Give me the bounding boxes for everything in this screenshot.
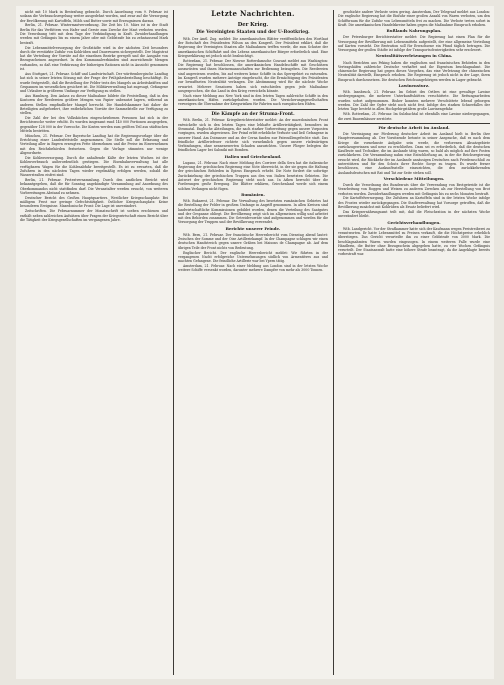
- newspaper-page: [16, 6, 494, 679]
- heading-der-krieg: Der Krieg.: [237, 22, 269, 28]
- article-paragraph: Das Kriegsernährungsamt teilt mit, daß die Fleischration in der nächsten Woche unverändert bleibt.: [338, 209, 490, 219]
- heading-italien: Italien und Griechenland.: [224, 153, 282, 159]
- article-paragraph: Lugano, 21. Februar. Nach einer Meldung des Corriere della Sera hat die italienische Regierung der griechischen Regierung eine Note überreicht, in der sie gegen die Haltung der griechischen Behörden in Epirus Einspruch erhebt. Die Note fordert die sofortige Zurückziehung der griechischen Truppen aus den von Italien besetzten Gebieten. Die Antwort der griechischen Regierung steht noch aus. In Athen herrscht über die Forderungen große Erregung. Die Blätter erklären, Griechenland werde sich einem solchen Verlangen nicht fügen.: [178, 160, 328, 191]
- article-paragraph: Aus Stuttgart, 21. Februar. Schiff und Landwirtschaft. Der württembergische Landtag hat sich in seiner letzten Sitzung mit der Frage der Frühjahrsbestellung beschäftigt. Es wurde festgestellt, daß die Bestellung der Felder trotz des Mangels an Arbeitskräften und Gespannen im wesentlichen gesichert ist. Die Militärverwaltung hat zugesagt, Gefangene und Urlauber in größerem Umfange zur Verfügung zu stellen.: [20, 71, 168, 94]
- article-paragraph: Die Vereinigung zur Förderung deutscher Arbeit im Ausland hielt in Berlin ihre Hauptversammlung ab. Der Vorsitzende betonte in seiner Ansprache, daß es nach dem Kriege die vornehmste Aufgabe sein werde, die verlorenen Absatzgebiete zurückzugewinnen und neue zu erschließen. Dazu sei es erforderlich, daß die deutschen Kaufleute und Techniker, die im Auslande tätig waren, so bald als möglich auf ihre Posten zurückkehren. Die Versammlung nahm eine Entschließung an, in der die Reichsregierung ersucht wird, die Rückkehr der im Auslande ansässigen Deutschen nach Friedensschluß zu unterstützen und für den Schutz ihrer Rechte Sorge zu tragen. Es wurde ferner beschlossen, eine Auskunftsstelle einzurichten, die den zurückkehrenden Auslandsdeutschen mit Rat und Tat zur Seite stehen soll.: [338, 131, 490, 175]
- article-paragraph: Wtb. Innsbruck, 21. Februar. Im Gebiet des Ortlers ist eine gewaltige Lawine niedergegangen, die mehrere Unterkunftshütten verschüttete. Die Rettungsarbeiten wurden sofort aufgenommen. Bisher konnten mehrere Verschüttete lebend geborgen werden. Die Zahl der Opfer steht noch nicht fest. Infolge des starken Schneefalles der letzten Tage besteht in allen Hochgebirgstälern große Lawinengefahr.: [338, 90, 490, 112]
- article-paragraph: Nach einer Meldung aus New York sind in den letzten Tagen zahlreiche Schiffe in den amerikanischen Häfen zurückgehalten worden. Die Versicherungsgesellschaften verweigern die Übernahme der Kriegsrisiken für Fahrten nach europäischen Häfen.: [178, 93, 328, 107]
- article-paragraph: Wtb. Berlin, 21. Februar. Kriegsberichterstatter meldet: An der mazedonischen Front entwickelte sich in den letzten Tagen eine lebhafte Artillerietätigkeit, besonders im Strumatal. Englische Abteilungen, die nach starker Vorbereitung gegen unsere Vorposten vorgingen, wurden abgewiesen. Der Feind erlitt erhebliche Verluste und ließ Gefangene in unserer Hand. Am Doiransee und an der Cerna fanden nur Patrouillengefechte statt. Das feindliche Artilleriefeuer richtete sich vornehmlich gegen unsere rückwärtigen Verbindungen, ohne nennenswerten Schaden anzurichten. Unsere Flieger belegten die feindlichen Lager bei Saloniki mit Bomben.: [178, 118, 328, 153]
- article-paragraph: Die Lebensmittelversorgung der Großstädte wird in der nächsten Zeit besonders durch die verstärkte Zufuhr von Kohlrüben und Dauerwaren sichergestellt. Der Magistrat hat die Verteilung der Vorräte auf die einzelnen Bezirke geregelt und die Ausgabe von Bezugsscheinen angeordnet. In den Kommunalverbänden sind ausreichende Mengen vorhanden, so daß eine Verkürzung der bisherigen Rationen nicht in Aussicht genommen ist.: [20, 45, 168, 72]
- article-paragraph: Nach Berichten aus Peking haben die englischen und französischen Behörden in den Vertragshäfen zahlreiche Deutsche verhaftet und ihr Eigentum beschlagnahmt. Die chinesische Regierung hat gegen dieses Vorgehen, das eine Verletzung der chinesischen Neutralität darstellt, Einspruch erhoben. Die Regierung ist jedoch nicht in der Lage, ihren Einspruch durchzusetzen. Die deutschen Reichsangehörigen werden in Lager gebracht.: [338, 60, 490, 82]
- article-paragraph: Wtb. Der Amtl. Zug. meldet: Die amerikanischen Blätter veröffentlichen den Wortlaut der Botschaft des Präsidenten Wilson an den Kongreß. Der Präsident erklärt, daß die Regierung der Vereinigten Staaten alle Maßnahmen treffen werde, die zum Schutze der amerikanischen Schiffahrt und des Lebens amerikanischer Bürger erforderlich sind. Eine Kriegserklärung sei jedoch nicht beabsichtigt.: [178, 36, 328, 58]
- article-paragraph: Die Zahl der bei den Volksküchen eingeschriebenen Personen hat sich in der Berichtswoche weiter erhöht. Es wurden insgesamt rund 140 000 Portionen ausgegeben, gegenüber 128 000 in der Vorwoche. Die Kosten werden zum größten Teil aus städtischen Mitteln bestritten.: [20, 116, 168, 133]
- column-right: [338, 10, 490, 675]
- heading-vereinigte-staaten: Die Vereinigten Staaten und der U-Bootkrieg.: [196, 30, 310, 35]
- article-paragraph: nicht mit 10 Mark in Bestrafung gebracht. Durch Anordnung vom 9. Februar ist sodann die Verbrauchsregelung weiter ausgedehnt worden, und zwar auf die Versorgung der Bevölkerung mit Kartoffeln, Milch und Butter sowie mit Erzeugnissen daraus.: [20, 10, 168, 23]
- heading-lawinensturz: Lawinensturz.: [398, 83, 430, 89]
- article-paragraph: Die Kohlenversorgung. Durch die anhaltende Kälte der letzten Wochen ist der Kohlenverbrauch außerordentlich gestiegen. Die Eisenbahnverwaltung hat alle verfügbaren Wagen für die Kohlenabfuhr bereitgestellt. Es ist zu erwarten, daß die Zufuhren in den nächsten Tagen wieder regelmäßig erfolgen werden, sobald die Wasserstraßen eisfrei sind.: [20, 155, 168, 178]
- heading-deutsche-arbeit: Für deutsche Arbeit im Ausland.: [378, 124, 450, 130]
- article-paragraph: Berlin, 21. Februar. Protestversammlung. Durch den amtlichen Bericht wird bekanntgegeben, daß die für Sonntag angekündigte Versammlung auf Anordnung des Oberkommandos nicht stattfinden darf. Die Veranstalter werden ersucht, von weiteren Vorbereitungen Abstand zu nehmen.: [20, 178, 168, 195]
- article-paragraph: Amsterdam, 21. Februar. Nach einer Meldung aus London sind in der letzten Woche weitere Schiffe versenkt worden, darunter mehrere Dampfer von mehr als 3000 Tonnen.: [178, 264, 328, 273]
- heading-verschiedene: Verschiedene Mitteilungen.: [383, 175, 445, 181]
- heading-rumaenien: Rumänien.: [241, 191, 265, 197]
- article-paragraph: Wtb. Bern, 21. Februar. Der französische Heeresbericht vom Dienstag abend lautet: Zwischen der Somme und der Oise Artilleriekampf. In der Champagne schlugen wir einen deutschen Handstreich gegen unsere Gräben bei Maisons de Champagne ab. Auf dem übrigen Teile der Front nichts von Bedeutung.: [178, 232, 328, 250]
- article-paragraph: Englischer Bericht. Der englische Heeresbericht meldet: Wir führten in der vergangenen Nacht erfolgreiche Unternehmungen südlich von Armentières aus und machten Gefangene. Die feindliche Artillerie war bei Ypern tätig.: [178, 250, 328, 264]
- column-rule: [173, 10, 174, 675]
- article-paragraph: Wtb. Rotterdam, 21. Februar. Im Sulzbachtal ist ebenfalls eine Lawine niedergegangen, die zwei Bauernhäuser zerstörte.: [338, 112, 490, 121]
- divider: [178, 109, 328, 110]
- column-rule: [333, 10, 334, 675]
- article-paragraph: geschickte andere Verluste seien gering. Amsterdam, Der Telegraaf meldet aus London: Die englische Regierung hat die Einfuhr einer großen Anzahl von Waren verboten, um den Schiffsraum für die Zufuhr von Lebensmitteln frei zu machen. Die Verbote treten sofort in Kraft. Die amerikanischen Handelskreise haben gegen die Maßnahme Einspruch erhoben.: [338, 10, 490, 27]
- heading-struma: Die Kämpfe an der Struma-Front.: [211, 111, 295, 117]
- article-paragraph: Berlin, 21. Februar. Wintermastverordnung. Die Zeit bis 10. März ist in der Stadt Berlin für das Verfüttern von Hafer und Gerste zum Zwecke der Mast verboten worden. Die Verordnung tritt mit dem Tage der Verkündigung in Kraft. Zuwiderhandlungen werden mit Gefängnis bis zu einem Jahre oder mit Geldstrafe bis zu zehntausend Mark bestraft.: [20, 23, 168, 45]
- column-left: [20, 10, 168, 675]
- article-paragraph: Aus Hamburg. Den Anlass zu dieser Maßnahme bildete die Feststellung, daß in den Kontoren der Reedereien größere Mengen von Papier unbenutzt lagern, während an anderen Stellen empfindlicher Mangel herrscht. Die Handelskammer hat daher die Beteiligten aufgefordert, ihre entbehrlichen Vorräte der Sammelstelle zur Verfügung zu stellen.: [20, 94, 168, 116]
- article-paragraph: Rotterdam, 21. Februar. Der Nieuwe Rotterdamsche Courant meldet aus Washington: Die Regierung hat beschlossen, die amerikanischen Handelsschiffe mit Geschützen auszurüsten und ihnen Marinemannschaften zur Bedienung beizugeben. Die Reedereien sind angewiesen worden, bis auf weiteres keine Schiffe in das Sperrgebiet zu entsenden. Im Kongreß wurden mehrere Anträge eingebracht, die die Ermächtigung des Präsidenten zur bewaffneten Neutralität verlangen. Die Abstimmung wird für die nächste Woche erwartet. Mehrere Senatoren haben sich entschieden gegen jede Maßnahme ausgesprochen, die das Land in den Krieg verwickeln könnte.: [178, 58, 328, 93]
- heading-gericht: Gerichtsverhandlungen.: [387, 219, 441, 225]
- article-paragraph: Wtb. Landgericht. Vor der Strafkammer hatte sich der Kaufmann wegen Preistreiberei zu verantworten. Er hatte Lebensmittel zu Preisen verkauft, die die Höchstpreise erheblich überstiegen. Das Gericht verurteilte ihn zu einer Geldstrafe von 3000 Mark. Die beschlagnahmten Waren wurden eingezogen. In einem weiteren Falle wurde eine Händlerin, die Butter ohne Bezugsschein abgegeben hatte, zu vier Wochen Gefängnis verurteilt. Der Staatsanwalt hatte eine höhere Strafe beantragt, da die Angeklagte bereits vorbestraft war.: [338, 226, 490, 257]
- article-paragraph: Zeitschriften. Die Februarnummer der Monatsschrift ist soeben erschienen und enthält neben zahlreichen Aufsätzen über Fragen der Kriegswirtschaft einen Bericht über die Tätigkeit der Kriegsgesellschaften im vergangenen Jahre.: [20, 209, 168, 222]
- heading-berichte-feinde: Berichte unserer Feinde.: [225, 225, 281, 231]
- article-paragraph: Der Petersburger Berichterstatter meldet: Die Regierung hat einen Plan für die Versorgung der Bevölkerung mit Lebensmitteln aufgestellt, der eine allgemeine Verteilung auf Karten vorsieht. Die Brotration soll für Erwachsene ein Pfund täglich betragen. Die Versorgung der großen Städte ist infolge der Transportschwierigkeiten sehr erschwert.: [338, 35, 490, 53]
- article-paragraph: Die Kartoffelversorgung. Die Zufuhren an Kartoffeln sind in der letzten Woche infolge des Frostes wieder zurückgegangen. Die Stadtverwaltung hat Vorsorge getroffen, daß die Bevölkerung zunächst mit Kohlrüben als Ersatz beliefert wird.: [338, 196, 490, 210]
- heading-russland: Rußlands Nahrungsplan.: [386, 28, 442, 34]
- article-paragraph: Deutscher Bericht des Großen Hauptquartiers. Westlicher Kriegsschauplatz: Bei mäßigem Frost nur geringe Gefechtstätigkeit. Östlicher Kriegsschauplatz: Keine besonderen Ereignisse. Mazedonische Front: Die Lage ist unverändert.: [20, 195, 168, 209]
- article-paragraph: Wtb. Bukarest, 21. Februar. Die Verwaltung des besetzten rumänischen Gebietes hat die Bestellung der Felder in großem Umfange in Angriff genommen. In allen Kreisen sind landwirtschaftliche Kommissionen gebildet worden, denen die Verteilung des Saatgutes und der Gespanne obliegt. Die Bevölkerung zeigt sich im allgemeinen willig und arbeitet mit den Behörden zusammen. Die Getreidevorräte sind aufgenommen und werden für die Versorgung der Truppen und der Bevölkerung verwendet.: [178, 198, 328, 225]
- column-middle: [178, 20, 328, 675]
- section-title: Letzte Nachrichten.: [211, 9, 295, 18]
- article-paragraph: Durch die Verordnung des Bundesrats über die Verwendung von Brotgetreide ist die Verarbeitung von Roggen und Weizen zu anderen Zwecken als zur Herstellung von Brot verboten worden. Zuwiderhandlungen werden mit Gefängnis bis zu sechs Monaten bestraft.: [338, 182, 490, 196]
- heading-china: Neutralitätsverletzungen in China.: [375, 53, 453, 59]
- divider: [338, 123, 490, 124]
- article-paragraph: München, 21. Februar. Der Bayerische Landtag hat die Regierungsvorlage über die Errichtung einer Landesfettstelle angenommen. Die Stelle soll die Erfassung und Verteilung aller in Bayern erzeugten Fette übernehmen und die Preise im Einvernehmen mit den Reichsbehörden festsetzen. Gegen die Vorlage stimmten nur wenige Abgeordnete.: [20, 133, 168, 156]
